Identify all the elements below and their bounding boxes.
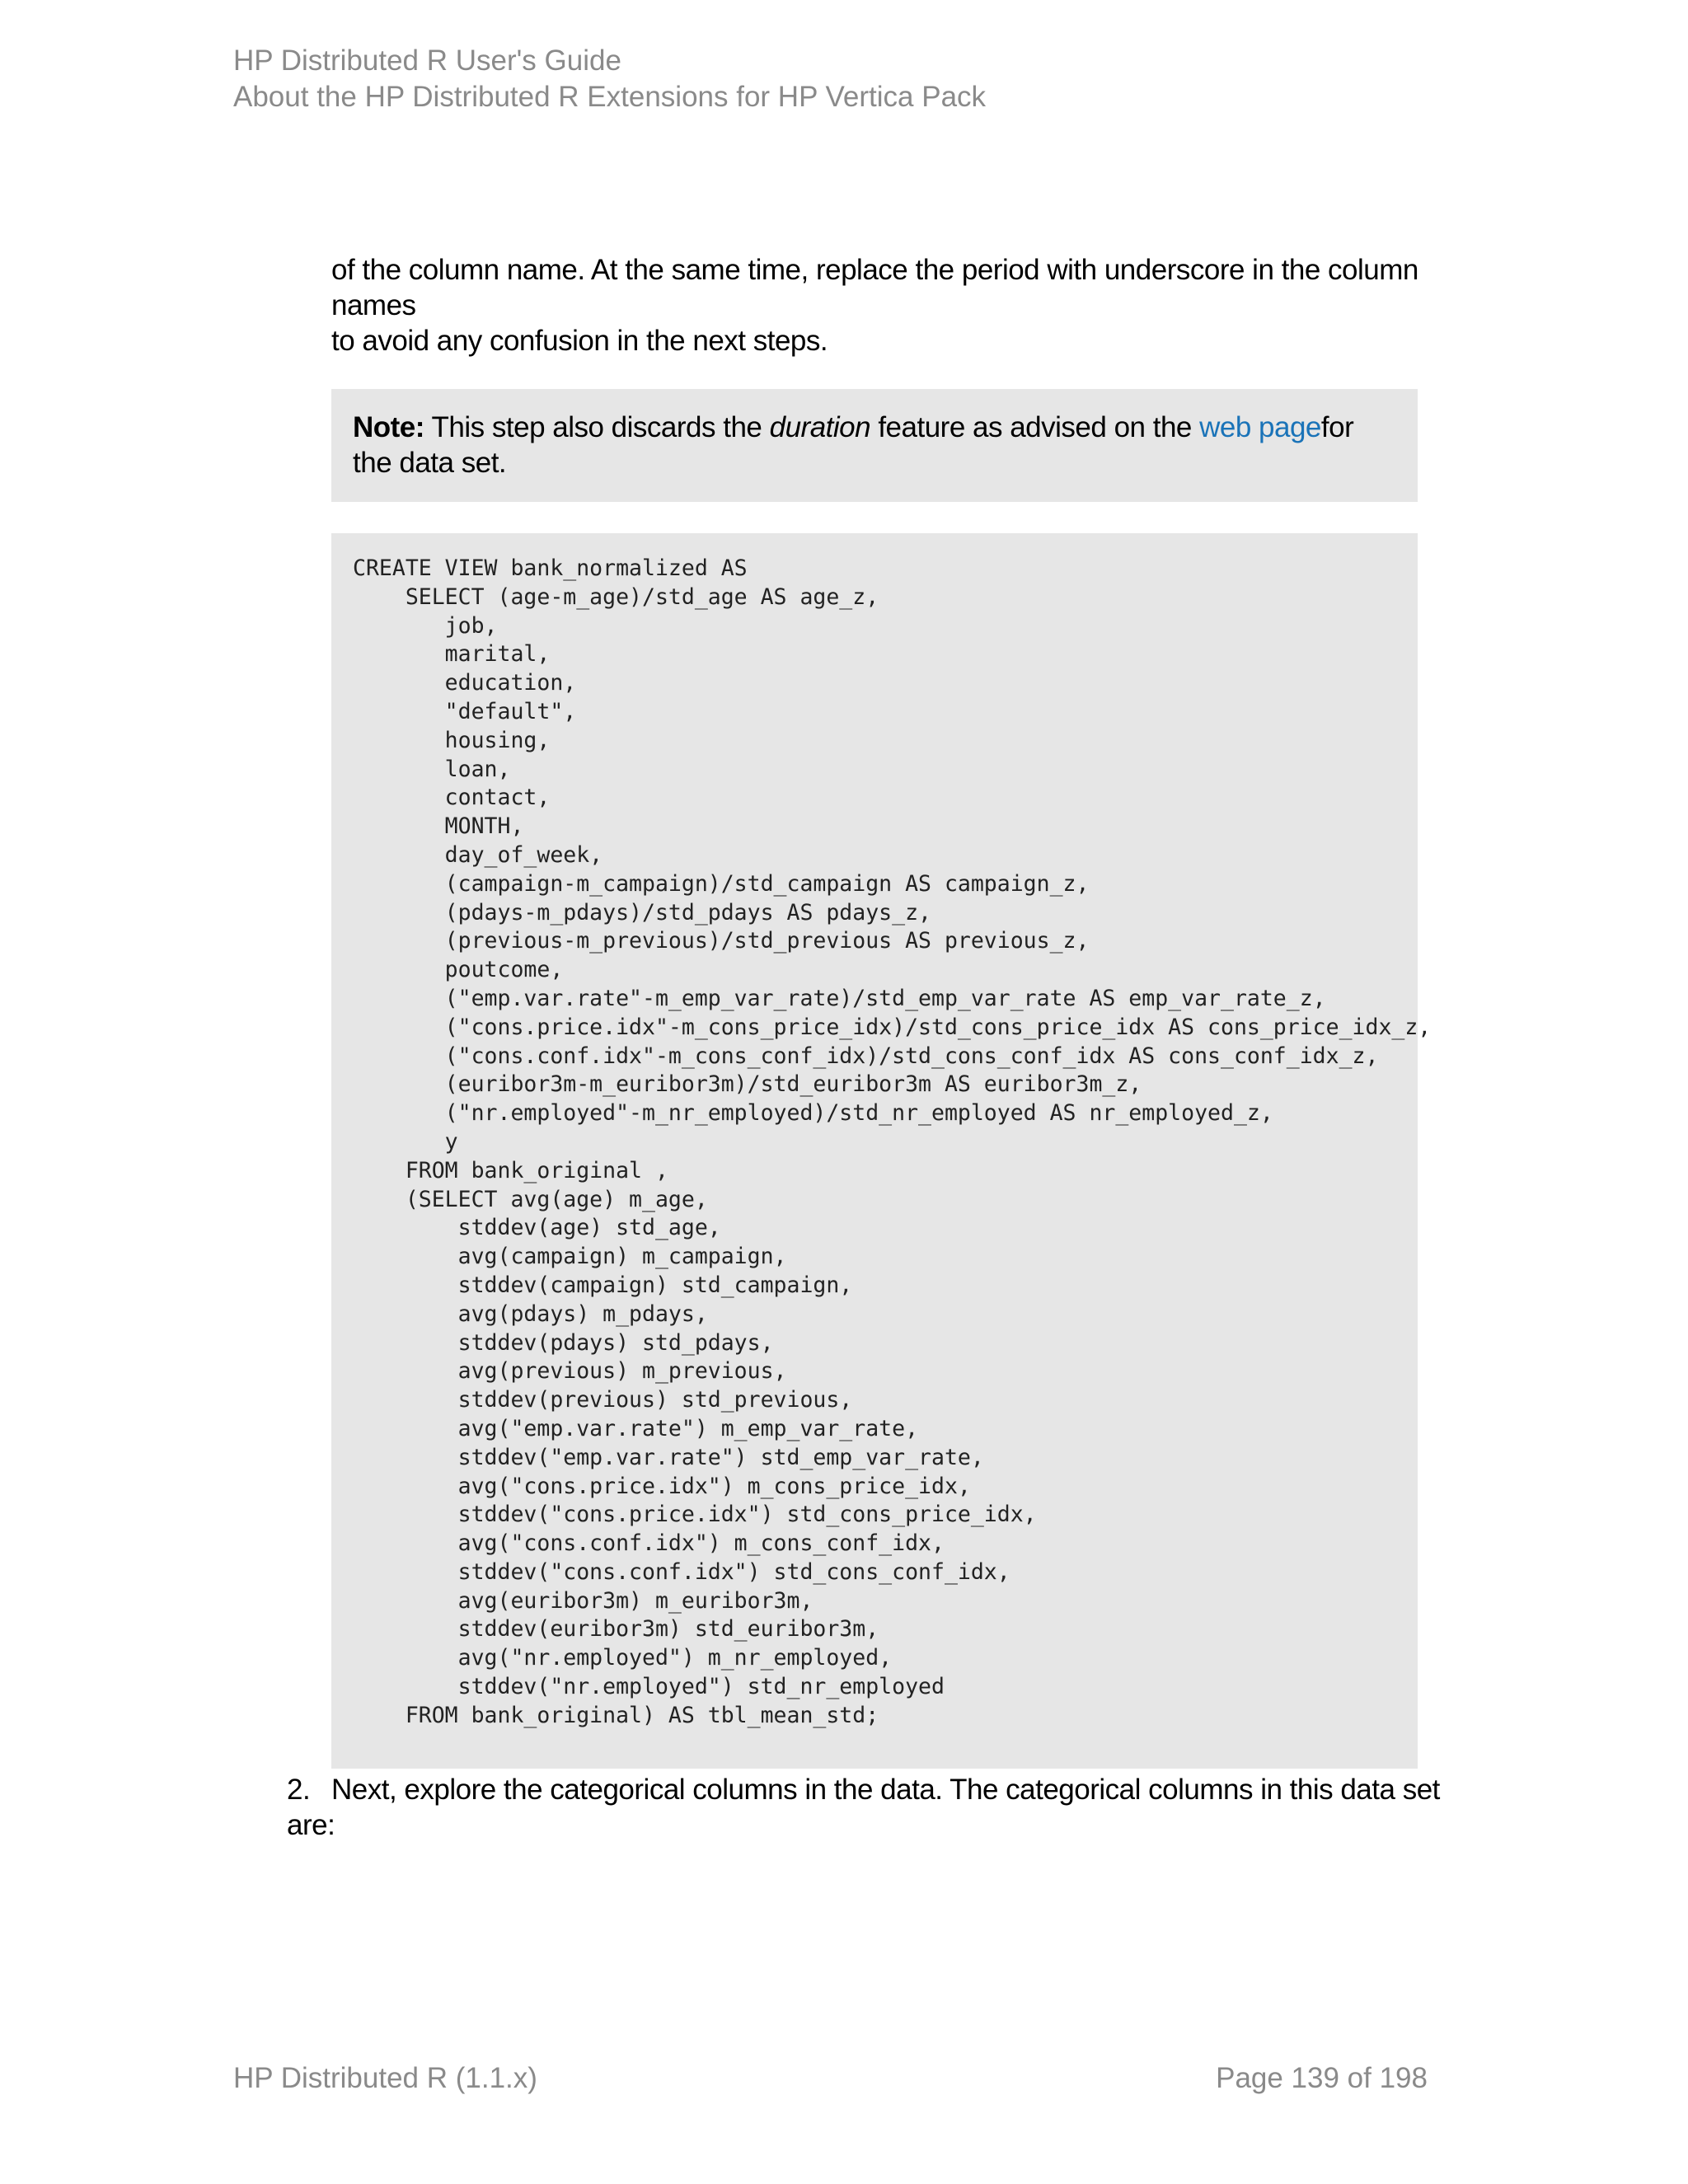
intro-paragraph — [331, 252, 1436, 359]
note-italic-word: duration — [769, 411, 871, 443]
step-2 — [287, 1772, 1441, 1843]
intro-line-2: to avoid any confusion in the next steps. — [331, 325, 828, 357]
note-text-before: This step also discards the — [424, 411, 770, 443]
step-text: Next, explore the categorical columns in the data. The categorical columns in this data set are: — [287, 1774, 1440, 1841]
document-title: HP Distributed R User's Guide — [233, 45, 621, 77]
footer-page-number: Page 139 of 198 — [1216, 2062, 1428, 2094]
step-number: 2. — [287, 1774, 311, 1806]
footer-product: HP Distributed R (1.1.x) — [233, 2062, 537, 2094]
web-page-link[interactable]: web page — [1199, 411, 1321, 443]
note-box — [331, 389, 1418, 502]
note-text-after: for the data set. — [353, 411, 1354, 479]
note-text-middle: feature as advised on the — [870, 411, 1200, 443]
note-label: Note: — [353, 411, 424, 443]
section-title: About the HP Distributed R Extensions for HP Vertica Pack — [233, 81, 987, 113]
running-header — [233, 43, 986, 115]
main-content — [331, 252, 1436, 1769]
intro-line-1: of the column name. At the same time, replace the period with underscore in the column names — [331, 254, 1418, 321]
code-block — [331, 533, 1432, 1769]
sql-code: CREATE VIEW bank_normalized AS SELECT (age-m_age)/std_age AS age_z, job, marital, education, "default", housing, loan, contact, MONTH, day_of_week, (campaign-m_campaign)/std_campaign AS campaign_z, (pdays-m_pdays)/std_pdays AS pdays_z, (previous-m_previous)/std_previous AS previous_z, poutcome, ("emp.var.rate"-m_emp_var_rate)/std_emp_var_rate AS emp_var_rate_z, ("cons.price.idx"-m_cons_price_idx)/std_cons_price_idx AS cons_price_idx_z, ("cons.conf.idx"-m_cons_conf_idx)/std_cons_conf_idx AS cons_conf_idx_z, (euribor3m-m_euribor3m)/std_euribor3m AS euribor3m_z, ("nr.employed"-m_nr_employed)/std_nr_employed AS nr_employed_z, y FROM bank_original , (SELECT avg(age) m_age, stddev(age) std_age, avg(campaign) m_campaign, stddev(campaign) std_campaign, avg(pdays) m_pdays, stddev(pdays) std_pdays, avg(previous) m_previous, stddev(previous) std_previous, avg("emp.var.rate") m_emp_var_rate, stddev("emp.var.rate") std_emp_var_rate, avg("cons.price.idx") m_cons_price_idx, stddev("cons.price.idx") std_cons_price_idx, avg("cons.conf.idx") m_cons_conf_idx, stddev("cons.conf.idx") std_cons_conf_idx, avg(euribor3m) m_euribor3m, stddev(euribor3m) std_euribor3m, avg("nr.employed") m_nr_employed, stddev("nr.employed") std_nr_employed FROM bank_original) AS tbl_mean_std; — [353, 555, 1432, 1728]
